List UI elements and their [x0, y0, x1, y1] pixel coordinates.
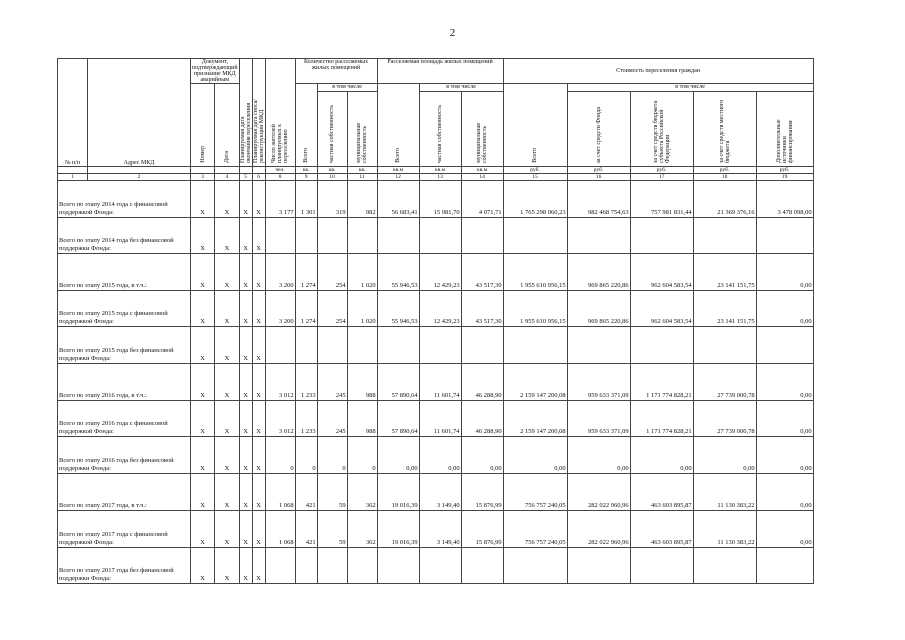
rooms-total-cell: 421 — [295, 474, 317, 511]
cost-extra-cell: 0,00 — [756, 291, 813, 327]
area-private-cell: 3 149,40 — [419, 511, 461, 548]
header-rooms-private: частная собственность — [317, 92, 347, 167]
x-mark: Х — [239, 218, 252, 254]
rooms-municipal-cell: 988 — [347, 401, 377, 437]
cost-local-cell — [693, 327, 756, 364]
cost-extra-cell — [756, 327, 813, 364]
col-number: 11 — [347, 174, 377, 181]
rooms-private-cell: 254 — [317, 254, 347, 291]
row-label: Всего по этапу 2017 года без финансовой поддержки Фонда: — [58, 548, 191, 584]
x-mark: Х — [215, 511, 239, 548]
x-mark: Х — [252, 548, 265, 584]
cost-regional-cell — [630, 218, 693, 254]
table-row — [58, 364, 814, 401]
x-mark: Х — [215, 548, 239, 584]
residents-cell — [265, 548, 295, 584]
cost-local-cell — [693, 548, 756, 584]
row-label: Всего по этапу 2017 года с финансовой поддержкой Фонда: — [58, 511, 191, 548]
table-row — [58, 218, 814, 254]
x-mark: Х — [215, 291, 239, 327]
cost-fund-cell: 959 633 371,09 — [567, 401, 630, 437]
area-municipal-cell: 46 288,90 — [461, 364, 503, 401]
unit-cell: кв. — [317, 167, 347, 174]
header-doc-number: Номер — [191, 84, 215, 167]
unit-cell — [215, 167, 239, 174]
cost-regional-cell: 0,00 — [630, 437, 693, 474]
area-municipal-cell: 46 288,90 — [461, 401, 503, 437]
cost-total-cell — [503, 548, 567, 584]
cost-regional-cell: 463 603 895,87 — [630, 511, 693, 548]
x-mark: Х — [239, 254, 252, 291]
cost-fund-cell: 969 865 220,86 — [567, 254, 630, 291]
table-row — [58, 254, 814, 291]
header-area-including: в том числе — [419, 84, 503, 92]
table-body — [58, 181, 814, 584]
cost-local-cell: 23 141 151,75 — [693, 291, 756, 327]
cost-extra-cell: 0,00 — [756, 474, 813, 511]
cost-local-cell: 23 141 151,75 — [693, 254, 756, 291]
col-number: 5 — [239, 174, 252, 181]
header-rooms-including: в том числе — [317, 84, 377, 92]
area-private-cell: 12 429,23 — [419, 254, 461, 291]
unit-cell: кв. — [347, 167, 377, 174]
area-municipal-cell: 43 517,30 — [461, 254, 503, 291]
x-mark: Х — [239, 401, 252, 437]
x-mark: Х — [191, 218, 215, 254]
col-number: 3 — [191, 174, 215, 181]
x-mark: Х — [191, 364, 215, 401]
rooms-total-cell — [295, 548, 317, 584]
x-mark: Х — [191, 291, 215, 327]
cost-fund-cell: 282 022 960,96 — [567, 511, 630, 548]
cost-extra-cell — [756, 548, 813, 584]
cost-fund-cell: 0,00 — [567, 437, 630, 474]
x-mark: Х — [239, 291, 252, 327]
x-mark: Х — [191, 548, 215, 584]
unit-cell: руб. — [630, 167, 693, 174]
x-mark: Х — [191, 254, 215, 291]
area-total-cell: 57 890,64 — [377, 364, 419, 401]
header-rooms-group: Количество расселяемых жилых помещений — [295, 59, 377, 84]
row-label: Всего по этапу 2017 года, в т.ч.: — [58, 474, 191, 511]
x-mark: Х — [191, 181, 215, 218]
header-area-group: Расселяемая площадь жилых помещений — [377, 59, 503, 84]
area-municipal-cell: 0,00 — [461, 437, 503, 474]
cost-extra-cell: 0,00 — [756, 437, 813, 474]
col-number: 12 — [377, 174, 419, 181]
x-mark: Х — [252, 327, 265, 364]
cost-fund-cell: 969 865 220,86 — [567, 291, 630, 327]
unit-cell — [191, 167, 215, 174]
unit-cell: руб. — [693, 167, 756, 174]
header-planned-demolition: Планируемая дата сноса/ реконструкции МКД — [252, 59, 265, 167]
cost-total-cell: 0,00 — [503, 437, 567, 474]
table-row — [58, 511, 814, 548]
cost-local-cell: 11 130 383,22 — [693, 511, 756, 548]
cost-fund-cell — [567, 327, 630, 364]
col-number: 8 — [265, 174, 295, 181]
x-mark: Х — [191, 511, 215, 548]
column-numbers-row — [58, 174, 814, 181]
area-total-cell: 19 016,39 — [377, 511, 419, 548]
unit-cell: кв. — [295, 167, 317, 174]
table-row — [58, 181, 814, 218]
cost-total-cell: 756 757 240,05 — [503, 474, 567, 511]
cost-total-cell — [503, 327, 567, 364]
residents-cell: 3 200 — [265, 254, 295, 291]
header-area-municipal: муниципальная собственность — [461, 92, 503, 167]
cost-total-cell: 2 159 147 200,08 — [503, 364, 567, 401]
residents-cell: 3 012 — [265, 401, 295, 437]
unit-cell — [239, 167, 252, 174]
rooms-municipal-cell: 362 — [347, 511, 377, 548]
cost-regional-cell — [630, 548, 693, 584]
unit-cell — [88, 167, 191, 174]
rooms-private-cell — [317, 327, 347, 364]
rooms-total-cell: 1 274 — [295, 254, 317, 291]
residents-cell — [265, 218, 295, 254]
col-number: 17 — [630, 174, 693, 181]
unit-cell: кв.м — [419, 167, 461, 174]
row-label: Всего по этапу 2014 года с финансовой поддержкой Фонда: — [58, 181, 191, 218]
col-number: 9 — [295, 174, 317, 181]
residents-cell: 3 177 — [265, 181, 295, 218]
cost-extra-cell — [756, 218, 813, 254]
table-row — [58, 474, 814, 511]
cost-extra-cell: 0,00 — [756, 401, 813, 437]
x-mark: Х — [239, 181, 252, 218]
row-label: Всего по этапу 2015 года без финансовой поддержки Фонда: — [58, 327, 191, 364]
cost-extra-cell: 0,00 — [756, 364, 813, 401]
cost-local-cell: 21 369 376,16 — [693, 181, 756, 218]
area-municipal-cell — [461, 327, 503, 364]
col-number: 1 — [58, 174, 88, 181]
header-cost-extra: Дополнительные источники финансирования — [756, 92, 813, 167]
area-total-cell: 55 946,53 — [377, 254, 419, 291]
x-mark: Х — [252, 181, 265, 218]
row-label: Всего по этапу 2016 года, в т.ч.: — [58, 364, 191, 401]
header-rooms-municipal: муниципальная собственность — [347, 92, 377, 167]
cost-regional-cell: 962 604 583,54 — [630, 254, 693, 291]
cost-local-cell — [693, 218, 756, 254]
header-doc-date: Дата — [215, 84, 239, 167]
cost-total-cell: 756 757 240,05 — [503, 511, 567, 548]
area-private-cell: 11 601,74 — [419, 364, 461, 401]
area-total-cell — [377, 327, 419, 364]
cost-fund-cell: 982 468 754,63 — [567, 181, 630, 218]
col-number: 18 — [693, 174, 756, 181]
header-planned-end: Планируемая дата окончания переселения — [239, 59, 252, 167]
rooms-total-cell: 0 — [295, 437, 317, 474]
rooms-total-cell — [295, 327, 317, 364]
cost-total-cell: 2 159 147 200,08 — [503, 401, 567, 437]
area-private-cell: 15 981,70 — [419, 181, 461, 218]
x-mark: Х — [252, 474, 265, 511]
cost-local-cell: 0,00 — [693, 437, 756, 474]
header-address: Адрес МКД — [88, 59, 191, 167]
cost-fund-cell: 282 022 960,96 — [567, 474, 630, 511]
x-mark: Х — [239, 548, 252, 584]
rooms-municipal-cell — [347, 548, 377, 584]
header-area-private: частная собственность — [419, 92, 461, 167]
resettlement-table — [57, 58, 814, 584]
table-row — [58, 291, 814, 327]
cost-extra-cell: 0,00 — [756, 511, 813, 548]
rooms-private-cell: 0 — [317, 437, 347, 474]
rooms-private-cell — [317, 218, 347, 254]
units-row — [58, 167, 814, 174]
rooms-private-cell: 245 — [317, 401, 347, 437]
rooms-municipal-cell — [347, 327, 377, 364]
row-label: Всего по этапу 2014 года без финансовой поддержки Фонда: — [58, 218, 191, 254]
x-mark: Х — [215, 401, 239, 437]
rooms-total-cell: 421 — [295, 511, 317, 548]
x-mark: Х — [191, 437, 215, 474]
x-mark: Х — [252, 291, 265, 327]
x-mark: Х — [239, 437, 252, 474]
cost-regional-cell: 757 981 831,44 — [630, 181, 693, 218]
row-label: Всего по этапу 2015 года с финансовой поддержкой Фонда: — [58, 291, 191, 327]
cost-fund-cell — [567, 218, 630, 254]
header-cost-fund: за счет средств Фонда — [567, 92, 630, 167]
x-mark: Х — [191, 327, 215, 364]
header-doc-group: Документ, подтверждающий признание МКД аварийным — [192, 59, 238, 83]
x-mark: Х — [215, 364, 239, 401]
row-label: Всего по этапу 2016 года без финансовой поддержки Фонда: — [58, 437, 191, 474]
cost-total-cell: 1 955 610 956,15 — [503, 291, 567, 327]
rooms-private-cell — [317, 548, 347, 584]
table-row — [58, 327, 814, 364]
area-total-cell: 56 683,41 — [377, 181, 419, 218]
cost-regional-cell: 1 171 774 828,21 — [630, 364, 693, 401]
area-municipal-cell: 15 876,99 — [461, 474, 503, 511]
col-number: 4 — [215, 174, 239, 181]
header-cost-group: Стоимость переселения граждан — [503, 59, 813, 84]
x-mark: Х — [215, 181, 239, 218]
page-number: 2 — [449, 27, 456, 39]
cost-fund-cell: 959 633 371,09 — [567, 364, 630, 401]
area-private-cell: 11 601,74 — [419, 401, 461, 437]
table-row — [58, 548, 814, 584]
area-municipal-cell — [461, 218, 503, 254]
area-total-cell: 0,00 — [377, 437, 419, 474]
table-header — [58, 59, 814, 181]
residents-cell: 3 200 — [265, 291, 295, 327]
area-total-cell — [377, 218, 419, 254]
header-cost-total: Всего — [503, 84, 567, 167]
rooms-municipal-cell: 982 — [347, 181, 377, 218]
cost-local-cell: 27 739 000,78 — [693, 401, 756, 437]
x-mark: Х — [252, 254, 265, 291]
area-total-cell: 57 890,64 — [377, 401, 419, 437]
unit-cell — [58, 167, 88, 174]
unit-cell: руб. — [756, 167, 813, 174]
x-mark: Х — [215, 254, 239, 291]
cost-total-cell: 1 765 298 060,23 — [503, 181, 567, 218]
x-mark: Х — [252, 437, 265, 474]
col-number: 16 — [567, 174, 630, 181]
rooms-total-cell: 1 301 — [295, 181, 317, 218]
rooms-private-cell: 59 — [317, 511, 347, 548]
x-mark: Х — [239, 327, 252, 364]
area-municipal-cell: 43 517,30 — [461, 291, 503, 327]
cost-regional-cell — [630, 327, 693, 364]
area-municipal-cell: 4 071,71 — [461, 181, 503, 218]
area-total-cell: 19 016,39 — [377, 474, 419, 511]
rooms-total-cell: 1 274 — [295, 291, 317, 327]
rooms-municipal-cell: 1 020 — [347, 291, 377, 327]
rooms-municipal-cell — [347, 218, 377, 254]
cost-local-cell: 27 739 000,78 — [693, 364, 756, 401]
residents-cell — [265, 327, 295, 364]
col-number: 13 — [419, 174, 461, 181]
x-mark: Х — [191, 401, 215, 437]
area-municipal-cell: 15 876,99 — [461, 511, 503, 548]
cost-extra-cell: 0,00 — [756, 254, 813, 291]
rooms-total-cell: 1 233 — [295, 401, 317, 437]
cost-regional-cell: 962 604 583,54 — [630, 291, 693, 327]
cost-total-cell: 1 955 610 956,15 — [503, 254, 567, 291]
col-number: 2 — [88, 174, 191, 181]
cost-total-cell — [503, 218, 567, 254]
x-mark: Х — [215, 437, 239, 474]
unit-cell: кв.м — [461, 167, 503, 174]
area-private-cell — [419, 218, 461, 254]
x-mark: Х — [215, 327, 239, 364]
rooms-total-cell — [295, 218, 317, 254]
header-cost-regional: за счет средств бюджета субъекта Российской Федерации — [630, 92, 693, 167]
rooms-private-cell: 245 — [317, 364, 347, 401]
header-area-total: Всего — [377, 84, 419, 167]
unit-cell: руб. — [503, 167, 567, 174]
area-private-cell: 0,00 — [419, 437, 461, 474]
col-number: 14 — [461, 174, 503, 181]
rooms-municipal-cell: 362 — [347, 474, 377, 511]
area-total-cell: 55 946,53 — [377, 291, 419, 327]
unit-cell: чел. — [265, 167, 295, 174]
area-private-cell: 3 149,40 — [419, 474, 461, 511]
cost-local-cell: 11 130 383,22 — [693, 474, 756, 511]
rooms-private-cell: 59 — [317, 474, 347, 511]
rooms-municipal-cell: 988 — [347, 364, 377, 401]
rooms-municipal-cell: 0 — [347, 437, 377, 474]
residents-cell: 3 012 — [265, 364, 295, 401]
x-mark: Х — [239, 511, 252, 548]
unit-cell: руб. — [567, 167, 630, 174]
col-number: 15 — [503, 174, 567, 181]
rooms-municipal-cell: 1 020 — [347, 254, 377, 291]
area-municipal-cell — [461, 548, 503, 584]
header-n: № п/п — [58, 59, 88, 167]
table-row — [58, 437, 814, 474]
x-mark: Х — [252, 218, 265, 254]
cost-regional-cell: 1 171 774 828,21 — [630, 401, 693, 437]
table-row — [58, 401, 814, 437]
header-rooms-total: Всего — [295, 84, 317, 167]
x-mark: Х — [252, 401, 265, 437]
unit-cell — [252, 167, 265, 174]
x-mark: Х — [239, 474, 252, 511]
residents-cell: 1 068 — [265, 511, 295, 548]
row-label: Всего по этапу 2016 года с финансовой поддержкой Фонда: — [58, 401, 191, 437]
x-mark: Х — [191, 474, 215, 511]
rooms-total-cell: 1 233 — [295, 364, 317, 401]
row-label: Всего по этапу 2015 года, в т.ч.: — [58, 254, 191, 291]
area-private-cell — [419, 548, 461, 584]
header-cost-local: за счет средств местного бюджета — [693, 92, 756, 167]
x-mark: Х — [239, 364, 252, 401]
col-number: 19 — [756, 174, 813, 181]
x-mark: Х — [215, 218, 239, 254]
header-residents: Число жителей планируемых к переселению — [265, 59, 295, 167]
residents-cell: 1 068 — [265, 474, 295, 511]
area-total-cell — [377, 548, 419, 584]
x-mark: Х — [215, 474, 239, 511]
unit-cell: кв.м — [377, 167, 419, 174]
residents-cell: 0 — [265, 437, 295, 474]
x-mark: Х — [252, 364, 265, 401]
x-mark: Х — [252, 511, 265, 548]
area-private-cell — [419, 327, 461, 364]
rooms-private-cell: 319 — [317, 181, 347, 218]
col-number: 6 — [252, 174, 265, 181]
cost-fund-cell — [567, 548, 630, 584]
cost-regional-cell: 463 603 895,87 — [630, 474, 693, 511]
col-number: 10 — [317, 174, 347, 181]
area-private-cell: 12 429,23 — [419, 291, 461, 327]
cost-extra-cell: 3 478 098,00 — [756, 181, 813, 218]
header-cost-including: в том числе — [567, 84, 813, 92]
rooms-private-cell: 254 — [317, 291, 347, 327]
